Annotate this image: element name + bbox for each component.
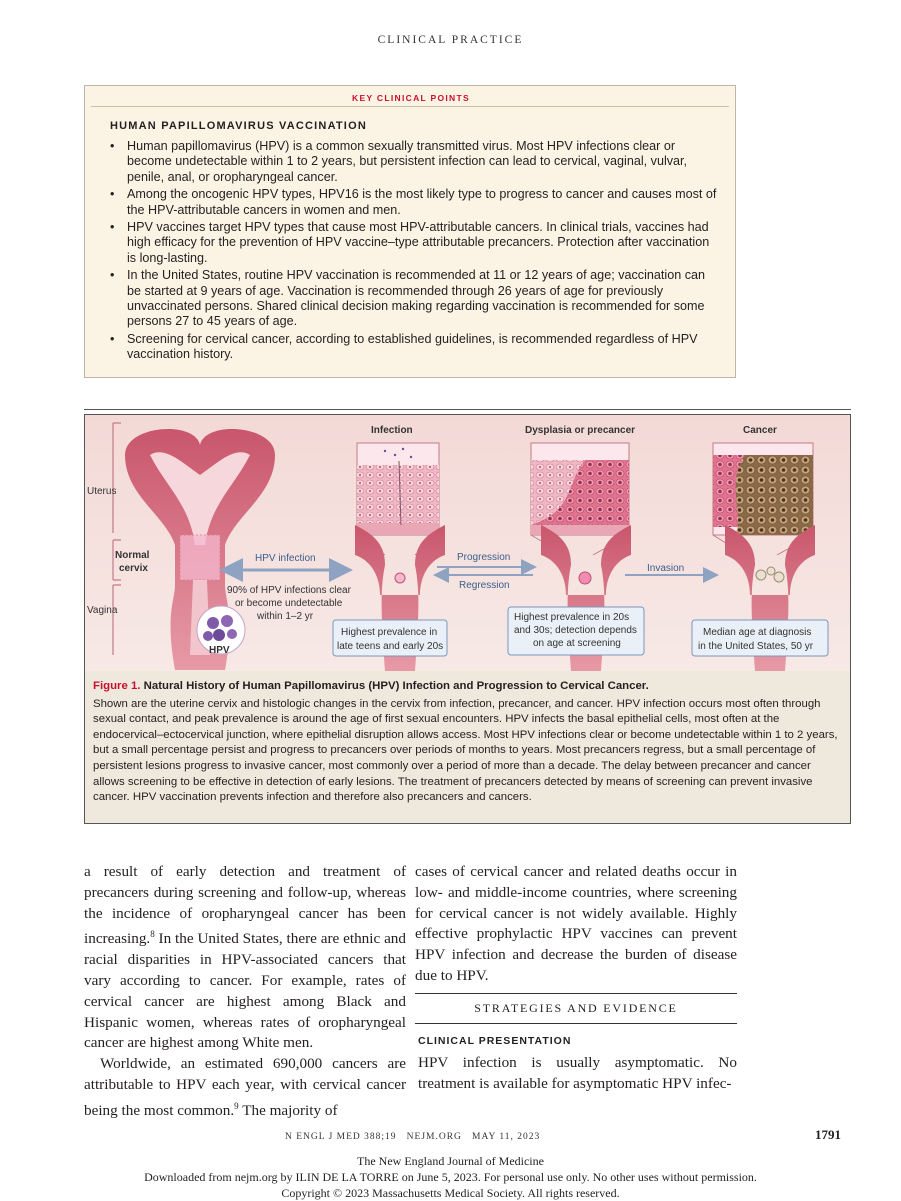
- bullet-icon: •: [110, 139, 115, 153]
- body-column-right: cases of cervical cancer and related deaths occur in low- and middle-income countries, where screening for cervical cancer is not widely available. Highly effective prophylactic HPV vaccines can prevent HPV infection and decrease the burden of disease due to HPV.: [415, 863, 737, 984]
- body-column-right-continued: HPV infection is usually asymptomatic. No treatment is available for asymptomatic HPV infec-: [418, 1054, 737, 1092]
- download-notice: Downloaded from nejm.org by ILIN DE LA TORRE on June 5, 2023. For personal use only. No other uses without permission.: [144, 1170, 757, 1184]
- key-points-subheading: HUMAN PAPILLOMAVIRUS VACCINATION: [110, 120, 367, 132]
- subsection-heading: CLINICAL PRESENTATION: [418, 1035, 572, 1047]
- list-item: • Human papillomavirus (HPV) is a common sexually transmitted virus. Most HPV infections clear or become undetectable within 1 to 2 years, but persistent infection can lead to cervical, vaginal, vulvar, penile, anal, or oropharyngeal cancer.: [110, 139, 688, 184]
- key-points-rule: [91, 106, 729, 107]
- stage-dysplasia-label: Dysplasia or precancer: [525, 425, 636, 436]
- prevalence-box-1-line-1: Highest prevalence in: [341, 627, 438, 638]
- normal-cervix-label-1: Normal: [115, 550, 150, 561]
- clearance-note-1: 90% of HPV infections clear: [227, 585, 351, 596]
- bullet-icon: •: [110, 268, 115, 283]
- section-rule-bottom: [415, 1023, 737, 1024]
- cervix-illustration: [85, 415, 850, 671]
- figure-top-rule: [84, 409, 851, 410]
- key-points-list: [107, 139, 717, 365]
- running-head: CLINICAL PRACTICE: [377, 34, 524, 46]
- bullet-icon: •: [110, 331, 115, 346]
- hpv-infection-arrow-label: HPV infection: [255, 553, 316, 564]
- list-item: • HPV vaccines target HPV types that cause most HPV-attributable cancers. In clinical trials, vaccines had high efficacy for the prevention of HPV vaccine–type attributable precancers. Protection after vaccination is long-lasting.: [110, 220, 710, 265]
- key-points-heading: KEY CLINICAL POINTS: [352, 93, 470, 103]
- stage-infection-label: Infection: [371, 425, 413, 436]
- regression-label: Regression: [459, 580, 510, 591]
- diagnosis-box-line-1: Median age at diagnosis: [703, 627, 812, 638]
- clearance-note-3: within 1–2 yr: [257, 611, 314, 622]
- prevalence-box-2-line-3: on age at screening: [533, 638, 621, 649]
- journal-name: The New England Journal of Medicine: [357, 1154, 544, 1168]
- hpv-label: HPV: [209, 645, 230, 656]
- section-heading-box: [415, 993, 737, 1024]
- copyright-notice: Copyright © 2023 Massachusetts Medical Society. All rights reserved.: [281, 1186, 620, 1200]
- prevalence-box-2-line-1: Highest prevalence in 20s: [514, 612, 630, 623]
- progression-label: Progression: [457, 552, 511, 563]
- normal-cervix-label-2: cervix: [119, 563, 148, 574]
- diagnosis-box-line-2: in the United States, 50 yr: [698, 641, 814, 652]
- footer-citation: N ENGL J MED 388;19 NEJM.ORG MAY 11, 2023: [285, 1132, 541, 1142]
- figure-caption: [93, 679, 845, 808]
- figure-1: [84, 414, 851, 824]
- figure-title: Natural History of Human Papillomavirus (HPV) Infection and Progression to Cervical Cancer.: [143, 680, 649, 692]
- page-number: 1791: [815, 1127, 841, 1142]
- figure-caption-text: Shown are the uterine cervix and histologic changes in the cervix from infection, precancer, and cancer. HPV infection occurs most often through sexual contact, and peak prevalence is around the age of first sexual encounters. HPV infects the basal epithelial cells, most often at the endocervical–ectocervical junction, where epithelial disruption allows access. Most HPV infections clear or become undetectable within 1 to 2 years, but a small percentage persist and progress to precancers over periods of months to years. Most precancers regress, but a small percentage of persistent lesions progress to invasive cancer, most commonly over a period of more than a decade. The delay between precancer and cancer allows screening to be effective in detection of early lesions. The treatment of precancers detected by means of screening can prevent invasive cancer. HPV vaccination prevents infection and therefore also precancers and cancers.: [93, 697, 838, 804]
- list-item: • Among the oncogenic HPV types, HPV16 is the most likely type to progress to cancer and causes most of the HPV-attributable cancers in women and men.: [110, 187, 717, 217]
- figure-label: Figure 1.: [93, 680, 141, 692]
- reference-9[interactable]: 9: [234, 1100, 239, 1111]
- reference-8[interactable]: 8: [150, 929, 155, 940]
- vagina-label: Vagina: [87, 605, 118, 616]
- prevalence-box-1-line-2: late teens and early 20s: [337, 641, 444, 652]
- uterus-label: Uterus: [87, 486, 117, 497]
- clearance-note-2: or become undetectable: [235, 598, 343, 609]
- body-column-left: a result of early detection and treatment of precancers during screening and follow-up, whereas the incidence of oropharyngeal cancer has been increasing.$^8$ In the United States, there are ethnic and racial disparities in HPV-associated cancers that vary according to cancer. For example, rates of cervical cancer are highest among Black and Hispanic women, whereas rates of oropharyngeal cancer are highest among White men. Worldwide, an estimated 690,000 cancers are attributable to HPV each year, with cervical cancer being the most common.$^9$ The majority of: [84, 863, 406, 1119]
- prevalence-box-2-line-2: and 30s; detection depends: [514, 625, 637, 636]
- section-heading: STRATEGIES AND EVIDENCE: [474, 1001, 678, 1015]
- list-item: • In the United States, routine HPV vaccination is recommended at 11 or 12 years of age; vaccination can be started at 9 years of age. Vaccination is recommended through 26 years of age for previously unvaccinated persons. Shared clinical decision making regarding vaccination is recommended for some persons 27 to 45 years of age.: [110, 268, 706, 329]
- stage-cancer-label: Cancer: [743, 425, 777, 436]
- bullet-icon: •: [110, 187, 115, 202]
- key-clinical-points-box: [84, 85, 736, 378]
- list-item: • Screening for cervical cancer, according to established guidelines, is recommended regardless of HPV vaccination history.: [110, 331, 698, 362]
- bullet-icon: •: [110, 220, 115, 235]
- invasion-label: Invasion: [647, 563, 685, 574]
